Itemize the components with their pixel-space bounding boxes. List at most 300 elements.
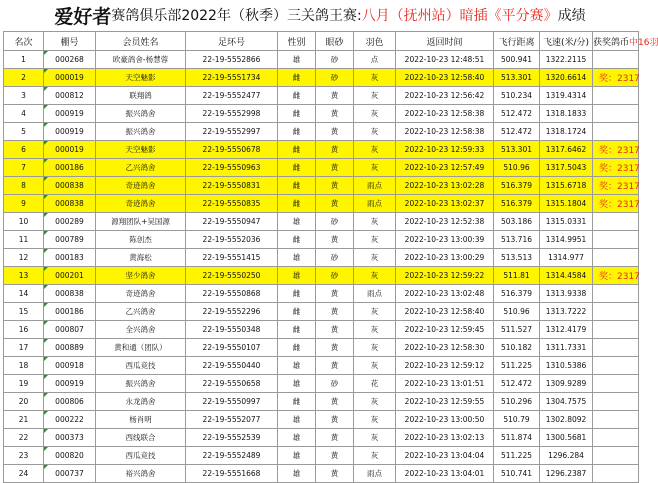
cell-ring: 22-19-5550868 [186,285,278,303]
table-row [4,285,639,303]
cell-prize [593,447,639,465]
cell-ring: 22-19-5550658 [186,375,278,393]
table-row [4,69,639,87]
cell-color: 灰 [354,213,396,231]
cell-eye: 砂 [316,51,354,69]
cell-loft: 000919 [44,375,96,393]
cell-loft: 000737 [44,465,96,483]
table-row [4,87,639,105]
cell-distance: 500.941 [494,51,540,69]
cell-eye: 黄 [316,465,354,483]
header-speed: 飞速(米/分) [540,32,593,51]
cell-loft: 000807 [44,321,96,339]
cell-prize [593,411,639,429]
cell-member-name: 联翔鸽 [96,87,186,105]
cell-member-name: 西瓜竞技 [96,357,186,375]
cell-loft: 000183 [44,249,96,267]
cell-sex: 雄 [278,429,316,447]
cell-loft: 000820 [44,447,96,465]
cell-return-time: 2022-10-23 12:57:49 [396,159,494,177]
cell-distance: 513.716 [494,231,540,249]
cell-speed: 1314.9951 [540,231,593,249]
cell-prize: 奖：2317 [593,177,639,195]
cell-sex: 雌 [278,303,316,321]
cell-distance: 503.186 [494,213,540,231]
cell-return-time: 2022-10-23 12:58:30 [396,339,494,357]
cell-eye: 黄 [316,105,354,123]
table-row [4,105,639,123]
cell-prize [593,339,639,357]
header-rank: 名次 [4,32,44,51]
cell-color: 灰 [354,105,396,123]
cell-sex: 雌 [278,339,316,357]
table-row [4,375,639,393]
cell-prize [593,123,639,141]
table-row [4,213,639,231]
cell-loft: 000789 [44,231,96,249]
cell-member-name: 裕兴鸽舍 [96,465,186,483]
cell-speed: 1309.9289 [540,375,593,393]
cell-eye: 砂 [316,267,354,285]
cell-eye: 黄 [316,393,354,411]
cell-distance: 511.225 [494,447,540,465]
cell-ring: 22-19-5552997 [186,123,278,141]
cell-speed: 1296.284 [540,447,593,465]
cell-speed: 1296.2387 [540,465,593,483]
cell-rank: 5 [4,123,44,141]
cell-return-time: 2022-10-23 12:59:45 [396,321,494,339]
cell-eye: 黄 [316,141,354,159]
cell-ring: 22-19-5552477 [186,87,278,105]
cell-member-name: 振兴鸽舍 [96,105,186,123]
cell-eye: 砂 [316,375,354,393]
cell-distance: 512.472 [494,105,540,123]
cell-speed: 1314.4584 [540,267,593,285]
cell-color: 灰 [354,69,396,87]
cell-member-name: 乙兴鸽舍 [96,159,186,177]
page-title [0,0,640,30]
cell-color: 灰 [354,357,396,375]
cell-color: 灰 [354,249,396,267]
cell-distance: 516.379 [494,195,540,213]
cell-color: 灰 [354,321,396,339]
cell-eye: 黄 [316,339,354,357]
cell-speed: 1311.7331 [540,339,593,357]
cell-color: 点 [354,51,396,69]
cell-distance: 511.81 [494,267,540,285]
cell-rank: 23 [4,447,44,465]
cell-rank: 17 [4,339,44,357]
cell-rank: 2 [4,69,44,87]
cell-prize [593,393,639,411]
cell-distance: 510.182 [494,339,540,357]
header-return-time: 返回时间 [396,32,494,51]
cell-return-time: 2022-10-23 13:02:28 [396,177,494,195]
cell-ring: 22-19-5550440 [186,357,278,375]
cell-prize: 奖：2317 [593,141,639,159]
cell-speed: 1312.4179 [540,321,593,339]
cell-eye: 黄 [316,429,354,447]
cell-sex: 雄 [278,411,316,429]
cell-sex: 雄 [278,267,316,285]
table-row [4,249,639,267]
cell-return-time: 2022-10-23 13:00:39 [396,231,494,249]
cell-eye: 黄 [316,357,354,375]
cell-rank: 12 [4,249,44,267]
cell-prize: 奖：2317 [593,195,639,213]
cell-ring: 22-19-5550997 [186,393,278,411]
cell-speed: 1320.6614 [540,69,593,87]
cell-return-time: 2022-10-23 12:59:12 [396,357,494,375]
cell-sex: 雄 [278,375,316,393]
cell-color: 灰 [354,339,396,357]
cell-sex: 雌 [278,141,316,159]
cell-member-name: 源翔团队+吴国源 [96,213,186,231]
cell-speed: 1300.5681 [540,429,593,447]
table-row [4,141,639,159]
cell-member-name: 西线联合 [96,429,186,447]
cell-member-name: 振兴鸽舍 [96,375,186,393]
cell-speed: 1314.977 [540,249,593,267]
cell-distance: 510.741 [494,465,540,483]
cell-ring: 22-19-5550947 [186,213,278,231]
cell-eye: 黄 [316,123,354,141]
cell-prize [593,231,639,249]
cell-distance: 512.472 [494,123,540,141]
cell-member-name: 奇迹鸽舍 [96,195,186,213]
cell-ring: 22-19-5552036 [186,231,278,249]
cell-color: 灰 [354,393,396,411]
header-prize [593,32,658,51]
cell-eye: 黄 [316,177,354,195]
cell-eye: 黄 [316,231,354,249]
cell-sex: 雌 [278,195,316,213]
cell-sex: 雌 [278,105,316,123]
header-distance: 飞行距离 [494,32,540,51]
cell-sex: 雌 [278,87,316,105]
cell-speed: 1317.6462 [540,141,593,159]
table-row [4,465,639,483]
table-row [4,231,639,249]
table-row [4,159,639,177]
cell-distance: 510.296 [494,393,540,411]
cell-speed: 1317.5043 [540,159,593,177]
cell-member-name: 西瓜竞技 [96,447,186,465]
cell-member-name: 奇迹鸽舍 [96,285,186,303]
cell-speed: 1315.0331 [540,213,593,231]
cell-distance: 513.513 [494,249,540,267]
cell-loft: 000838 [44,177,96,195]
cell-rank: 7 [4,159,44,177]
cell-return-time: 2022-10-23 12:59:22 [396,267,494,285]
cell-prize [593,357,639,375]
cell-color: 灰 [354,447,396,465]
cell-prize [593,105,639,123]
cell-sex: 雌 [278,177,316,195]
header-color: 羽色 [354,32,396,51]
cell-return-time: 2022-10-23 13:04:04 [396,447,494,465]
cell-sex: 雄 [278,447,316,465]
cell-prize [593,303,639,321]
cell-return-time: 2022-10-23 13:00:29 [396,249,494,267]
cell-color: 灰 [354,411,396,429]
cell-prize [593,429,639,447]
cell-return-time: 2022-10-23 12:48:51 [396,51,494,69]
cell-eye: 黄 [316,195,354,213]
header-prize-main: 获奖鸽币 [593,37,630,48]
cell-loft: 000268 [44,51,96,69]
table-row [4,51,639,69]
cell-prize [593,51,639,69]
cell-return-time: 2022-10-23 12:56:42 [396,87,494,105]
cell-rank: 14 [4,285,44,303]
cell-return-time: 2022-10-23 12:58:38 [396,123,494,141]
cell-loft: 000812 [44,87,96,105]
cell-sex: 雄 [278,357,316,375]
cell-distance: 511.527 [494,321,540,339]
cell-color: 灰 [354,141,396,159]
cell-rank: 3 [4,87,44,105]
cell-sex: 雄 [278,249,316,267]
table-row [4,339,639,357]
cell-member-name: 振兴鸽舍 [96,123,186,141]
cell-sex: 雌 [278,231,316,249]
cell-loft: 000186 [44,303,96,321]
cell-ring: 22-19-5550678 [186,141,278,159]
cell-prize [593,285,639,303]
cell-color: 灰 [354,231,396,249]
cell-ring: 22-19-5550107 [186,339,278,357]
cell-speed: 1318.1833 [540,105,593,123]
table-row [4,195,639,213]
cell-return-time: 2022-10-23 12:52:38 [396,213,494,231]
header-eye: 眼砂 [316,32,354,51]
cell-member-name: 杨肖明 [96,411,186,429]
cell-return-time: 2022-10-23 12:59:55 [396,393,494,411]
table-row [4,123,639,141]
cell-loft: 000838 [44,285,96,303]
cell-sex: 雄 [278,51,316,69]
cell-loft: 000186 [44,159,96,177]
cell-distance: 510.96 [494,303,540,321]
cell-color: 灰 [354,429,396,447]
cell-rank: 21 [4,411,44,429]
cell-distance: 510.234 [494,87,540,105]
cell-eye: 黄 [316,87,354,105]
cell-color: 灰 [354,123,396,141]
cell-prize: 奖：2317 [593,69,639,87]
cell-sex: 雌 [278,321,316,339]
cell-ring: 22-19-5550831 [186,177,278,195]
cell-loft: 000019 [44,69,96,87]
cell-ring: 22-19-5552866 [186,51,278,69]
cell-return-time: 2022-10-23 13:04:01 [396,465,494,483]
cell-rank: 11 [4,231,44,249]
cell-return-time: 2022-10-23 13:00:50 [396,411,494,429]
cell-member-name: 奇迹鸽舍 [96,177,186,195]
header-row [4,32,639,51]
cell-return-time: 2022-10-23 12:58:38 [396,105,494,123]
cell-rank: 22 [4,429,44,447]
cell-speed: 1313.7222 [540,303,593,321]
cell-return-time: 2022-10-23 12:58:40 [396,303,494,321]
title-club: 爱好者 [54,5,112,28]
cell-color: 雨点 [354,465,396,483]
cell-prize [593,465,639,483]
cell-prize [593,249,639,267]
cell-eye: 黄 [316,411,354,429]
results-table [3,31,658,483]
table-row [4,303,639,321]
cell-return-time: 2022-10-23 13:02:48 [396,285,494,303]
cell-speed: 1318.1724 [540,123,593,141]
cell-prize: 奖：2317 [593,159,639,177]
table-row [4,447,639,465]
cell-color: 灰 [354,87,396,105]
cell-loft: 000919 [44,123,96,141]
cell-sex: 雌 [278,285,316,303]
cell-ring: 22-19-5552539 [186,429,278,447]
cell-member-name: 乙兴鸽舍 [96,303,186,321]
cell-speed: 1313.9338 [540,285,593,303]
cell-member-name: 永龙鸽舍 [96,393,186,411]
cell-rank: 13 [4,267,44,285]
cell-speed: 1302.8092 [540,411,593,429]
table-row [4,177,639,195]
cell-loft: 000222 [44,411,96,429]
cell-member-name: 陈创杰 [96,231,186,249]
cell-color: 花 [354,375,396,393]
cell-color: 灰 [354,267,396,285]
cell-return-time: 2022-10-23 13:01:51 [396,375,494,393]
cell-sex: 雌 [278,123,316,141]
cell-distance: 511.225 [494,357,540,375]
header-sex: 性别 [278,32,316,51]
cell-rank: 10 [4,213,44,231]
table-row [4,411,639,429]
cell-distance: 512.472 [494,375,540,393]
cell-color: 雨点 [354,285,396,303]
cell-member-name: 黄和通（团队） [96,339,186,357]
cell-rank: 19 [4,375,44,393]
cell-member-name: 欧豪鸽舍-杨慧蓉 [96,51,186,69]
cell-member-name: 坚少鸽舍 [96,267,186,285]
cell-return-time: 2022-10-23 12:58:40 [396,69,494,87]
cell-distance: 516.379 [494,177,540,195]
header-ring: 足环号 [186,32,278,51]
header-loft: 棚号 [44,32,96,51]
cell-loft: 000889 [44,339,96,357]
cell-distance: 510.79 [494,411,540,429]
cell-ring: 22-19-5552998 [186,105,278,123]
cell-speed: 1319.4314 [540,87,593,105]
cell-member-name: 黄海松 [96,249,186,267]
cell-sex: 雄 [278,465,316,483]
cell-return-time: 2022-10-23 13:02:37 [396,195,494,213]
cell-ring: 22-19-5552077 [186,411,278,429]
table-row [4,429,639,447]
cell-eye: 黄 [316,303,354,321]
cell-member-name: 天空魅影 [96,141,186,159]
cell-eye: 黄 [316,447,354,465]
cell-prize: 奖：2317 [593,267,639,285]
cell-color: 灰 [354,303,396,321]
cell-distance: 516.379 [494,285,540,303]
cell-rank: 6 [4,141,44,159]
cell-loft: 000019 [44,141,96,159]
cell-eye: 砂 [316,69,354,87]
cell-prize [593,213,639,231]
table-row [4,267,639,285]
cell-color: 雨点 [354,195,396,213]
cell-loft: 000806 [44,393,96,411]
cell-loft: 000918 [44,357,96,375]
cell-prize [593,87,639,105]
cell-ring: 22-19-5551734 [186,69,278,87]
cell-ring: 22-19-5551668 [186,465,278,483]
cell-prize [593,321,639,339]
cell-prize [593,375,639,393]
cell-color: 灰 [354,159,396,177]
cell-eye: 黄 [316,285,354,303]
cell-rank: 20 [4,393,44,411]
cell-ring: 22-19-5550250 [186,267,278,285]
cell-rank: 15 [4,303,44,321]
cell-ring: 22-19-5550835 [186,195,278,213]
cell-sex: 雌 [278,159,316,177]
title-stage: 八月（抚州站）暗插《平分赛》 [361,8,558,24]
cell-speed: 1310.5386 [540,357,593,375]
cell-rank: 24 [4,465,44,483]
cell-loft: 000201 [44,267,96,285]
cell-rank: 8 [4,177,44,195]
cell-loft: 000289 [44,213,96,231]
cell-member-name: 全兴鸽舍 [96,321,186,339]
cell-return-time: 2022-10-23 13:02:13 [396,429,494,447]
cell-speed: 1315.1804 [540,195,593,213]
cell-speed: 1304.7575 [540,393,593,411]
header-prize-count: 中16羽 [629,37,658,48]
cell-eye: 黄 [316,321,354,339]
cell-return-time: 2022-10-23 12:59:33 [396,141,494,159]
title-race: 赛鸽俱乐部2022年（秋季）三关鸽王赛: [111,8,362,24]
cell-sex: 雄 [278,213,316,231]
table-row [4,321,639,339]
cell-ring: 22-19-5550348 [186,321,278,339]
cell-eye: 砂 [316,213,354,231]
cell-loft: 000919 [44,105,96,123]
cell-ring: 22-19-5551415 [186,249,278,267]
cell-rank: 16 [4,321,44,339]
cell-sex: 雌 [278,393,316,411]
table-row [4,357,639,375]
title-suffix: 成绩 [557,8,586,24]
table-row [4,393,639,411]
header-member-name: 会员姓名 [96,32,186,51]
cell-ring: 22-19-5552296 [186,303,278,321]
cell-ring: 22-19-5550963 [186,159,278,177]
cell-rank: 1 [4,51,44,69]
cell-distance: 511.874 [494,429,540,447]
cell-eye: 砂 [316,249,354,267]
cell-rank: 9 [4,195,44,213]
cell-rank: 18 [4,357,44,375]
cell-loft: 000838 [44,195,96,213]
cell-distance: 513.301 [494,69,540,87]
cell-color: 雨点 [354,177,396,195]
cell-speed: 1322.2115 [540,51,593,69]
cell-rank: 4 [4,105,44,123]
